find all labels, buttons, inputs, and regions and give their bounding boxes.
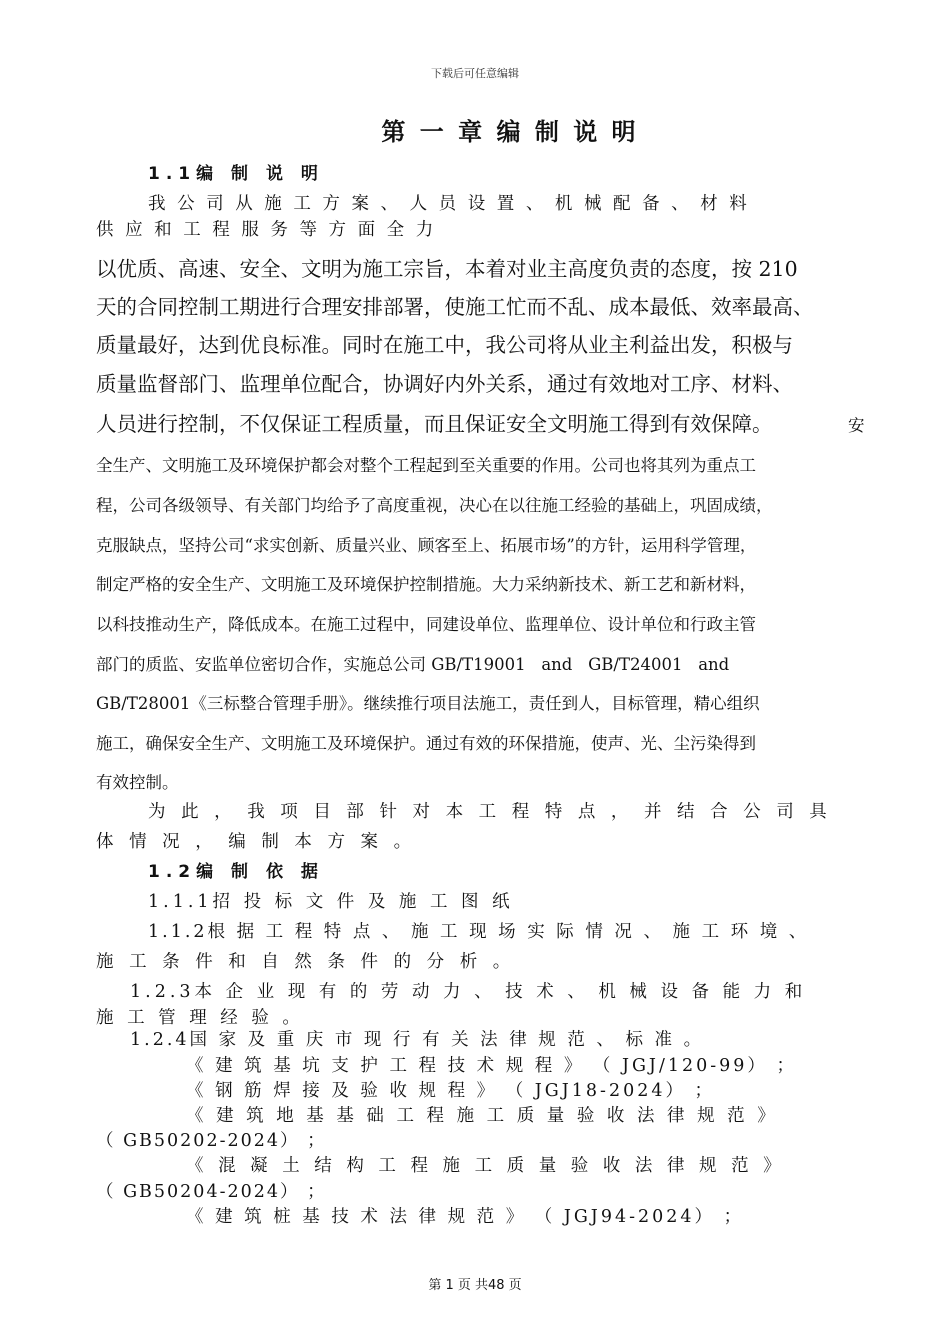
body-line: GB/T28001《三标整合管理手册》。继续推行项目法施工，责任到人，目标管理，精心组织 <box>96 694 760 713</box>
standard-item: 《 建 筑 桩 基 技 术 法 律 规 范 》 （ JGJ94-2024） ； <box>186 1207 745 1227</box>
body-line: 质量监督部门、监理单位配合，协调好内外关系，通过有效地对工序、材料、 <box>96 372 793 396</box>
body-line: 天的合同控制工期进行合理安排部署，使施工忙而不乱、成本最低、效率最高、 <box>96 295 814 319</box>
body-line-tail: 安 <box>848 416 865 435</box>
chapter-title: 第 一 章 编 制 说 明 <box>381 118 639 146</box>
page-footer: 第 1 页 共48 页 <box>428 1278 522 1293</box>
basis-item: 1.1.1招 投 标 文 件 及 施 工 图 纸 <box>148 892 514 912</box>
intro-line-2: 供 应 和 工 程 服 务 等 方 面 全 力 <box>96 220 437 240</box>
closing-line: 体 情 况 ， 编 制 本 方 案 。 <box>96 832 417 852</box>
section-heading-1-2: 1.2编 制 依 据 <box>148 862 324 882</box>
header-note: 下载后可任意编辑 <box>431 67 519 80</box>
intro-line-1: 我 公 司 从 施 工 方 案 、 人 员 设 置 、 机 械 配 备 、 材 料 <box>148 194 750 214</box>
standard-item: （ GB50204-2024） ； <box>96 1182 327 1202</box>
body-line: 施工，确保安全生产、文明施工及环境保护。通过有效的环保措施，使声、光、尘污染得到 <box>96 734 756 753</box>
body-line: 程，公司各级领导、有关部门均给予了高度重视，决心在以往施工经验的基础上，巩固成绩， <box>96 496 773 515</box>
basis-item: 施 工 管 理 经 验 。 <box>96 1008 304 1028</box>
body-line: 质量最好，达到优良标准。同时在施工中，我公司将从业主利益出发，积极与 <box>96 333 793 357</box>
basis-item: 施 工 条 件 和 自 然 条 件 的 分 析 。 <box>96 952 516 972</box>
body-line: 制定严格的安全生产、文明施工及环境保护控制措施。大力采纳新技术、新工艺和新材料， <box>96 575 756 594</box>
body-line: 克服缺点，坚持公司“求实创新、质量兴业、顾客至上、拓展市场”的方针，运用科学管理， <box>96 536 757 555</box>
body-line: 人员进行控制，不仅保证工程质量，而且保证安全文明施工得到有效保障。 <box>96 412 773 436</box>
standard-item: 《 钢 筋 焊 接 及 验 收 规 程 》 （ JGJ18-2024） ； <box>186 1081 716 1101</box>
section-heading-1-1: 1.1编 制 说 明 <box>148 164 324 184</box>
body-line: 有效控制。 <box>96 773 179 792</box>
basis-item: 1.2.3本 企 业 现 有 的 劳 动 力 、 技 术 、 机 械 设 备 能 力 和 <box>130 982 807 1002</box>
standard-item: 《 建 筑 地 基 基 础 工 程 施 工 质 量 验 收 法 律 规 范 》 <box>186 1106 779 1126</box>
body-line: 以优质、高速、安全、文明为施工宗旨，本着对业主高度负责的态度，按 210 <box>96 257 798 281</box>
closing-line: 为 此 ， 我 项 目 部 针 对 本 工 程 特 点 ， 并 结 合 公 司 具 <box>148 802 832 822</box>
standard-item: （ GB50202-2024） ； <box>96 1131 327 1151</box>
body-line: 全生产、文明施工及环境保护都会对整个工程起到至关重要的作用。公司也将其列为重点工 <box>96 456 756 475</box>
body-line: 部门的质监、安监单位密切合作，实施总公司 GB/T19001 and GB/T24001 and <box>96 655 730 674</box>
basis-item: 1.1.2根 据 工 程 特 点 、 施 工 现 场 实 际 情 况 、 施 工 环 境 、 <box>148 922 810 942</box>
standard-item: 《 建 筑 基 坑 支 护 工 程 技 术 规 程 》 （ JGJ/120-99） ； <box>186 1056 797 1076</box>
body-line: 以科技推动生产，降低成本。在施工过程中，同建设单位、监理单位、设计单位和行政主管 <box>96 615 756 634</box>
standard-item: 《 混 凝 土 结 构 工 程 施 工 质 量 验 收 法 律 规 范 》 <box>186 1156 786 1176</box>
basis-item: 1.2.4国 家 及 重 庆 市 现 行 有 关 法 律 规 范 、 标 准 。 <box>130 1030 705 1050</box>
